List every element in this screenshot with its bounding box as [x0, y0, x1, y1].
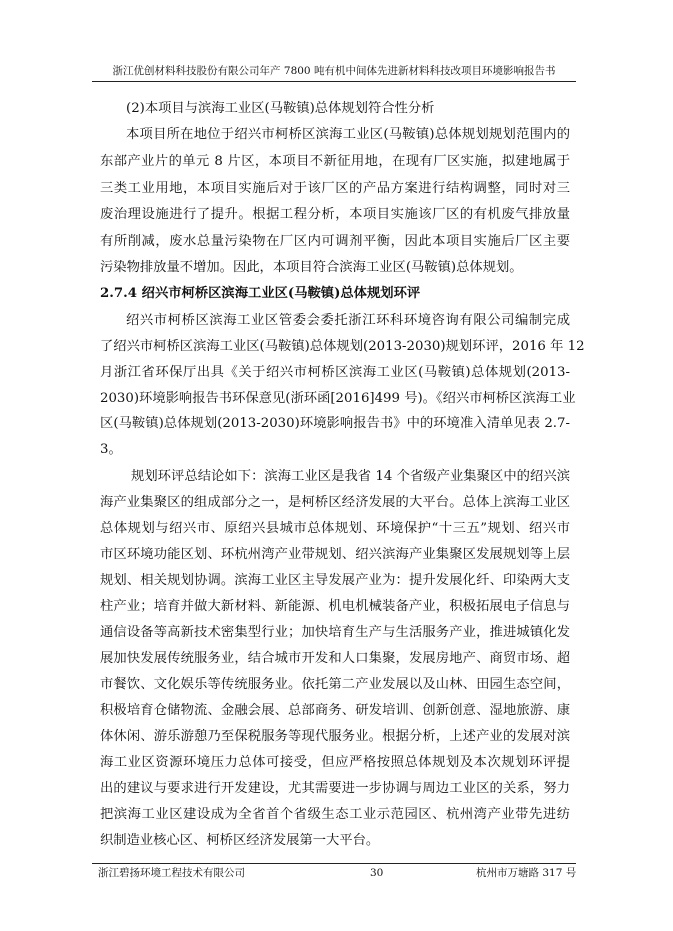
footer-address: 杭州市万塘路 317 号 — [476, 867, 577, 879]
header-rule — [92, 81, 576, 82]
paragraph-line: 市餐饮、文化娱乐等传统服务业。依托第二产业发展以及山林、田园生态空间， — [100, 677, 570, 692]
paragraph-line: 了绍兴市柯桥区滨海工业区(马鞍镇)总体规划(2013-2030)规划环评，2016 年 12 — [100, 339, 585, 354]
paragraph-line: 海产业集聚区的组成部分之一，是柯桥区经济发展的大平台。总体上滨海工业区 — [100, 495, 570, 510]
paragraph-line: 三类工业用地，本项目实施后对于该厂区的产品方案进行结构调整，同时对三 — [100, 181, 570, 196]
footer-rule — [92, 863, 576, 864]
paragraph-line: 月浙江省环保厅出具《关于绍兴市柯桥区滨海工业区(马鞍镇)总体规划(2013- — [100, 365, 570, 380]
paragraph-line: 有所削减，废水总量污染物在厂区内可调剂平衡，因此本项目实施后厂区主要 — [100, 234, 570, 249]
paragraph-line: 织制造业核心区、柯桥区经济发展第一大平台。 — [100, 833, 380, 848]
paragraph-line: 3。 — [100, 442, 122, 457]
page-number: 30 — [370, 867, 384, 879]
paragraph-line: 积极培育仓储物流、金融会展、总部商务、研发培训、创新创意、湿地旅游、康 — [100, 703, 570, 718]
page-header: 浙江优创材料科技股份有限公司年产 7800 吨有机中间体先进新材料科技改项目环境影响报告书 — [112, 65, 556, 77]
paragraph-line: 废治理设施进行了提升。根据工程分析，本项目实施该厂区的有机废气排放量 — [100, 207, 570, 222]
paragraph-line: 区(马鞍镇)总体规划(2013-2030)环境影响报告书》中的环境准入清单见表 2.7- — [100, 416, 570, 431]
paragraph-line: 污染物排放量不增加。因此，本项目符合滨海工业区(马鞍镇)总体规划。 — [100, 260, 523, 275]
paragraph-line: 规划环评总结论如下：滨海工业区是我省 14 个省级产业集聚区中的绍兴滨 — [131, 469, 570, 484]
footer-company: 浙江碧扬环境工程技术有限公司 — [98, 867, 245, 879]
paragraph-line: 规划、相关规划协调。滨海工业区主导发展产业为：提升发展化纤、印染两大支 — [100, 573, 570, 588]
paragraph-line: 东部产业片的单元 8 片区，本项目不新征用地，在现有厂区实施，拟建地属于 — [100, 154, 570, 169]
paragraph-line: 展加快发展传统服务业，结合城市开发和人口集聚，发展房地产、商贸市场、超 — [100, 651, 570, 666]
paragraph-line: 通信设备等高新技术密集型行业；加快培育生产与生活服务产业，推进城镇化发 — [100, 625, 570, 640]
paragraph-line: 2030)环境影响报告书环保意见(浙环函[2016]499 号)。《绍兴市柯桥区滨海工业 — [100, 391, 576, 406]
subsection-title: 2.7.4 绍兴市柯桥区滨海工业区(马鞍镇)总体规划环评 — [100, 286, 421, 301]
paragraph-line: 出的建议与要求进行开发建设，尤其需要进一步协调与周边工业区的关系，努力 — [100, 781, 570, 796]
paragraph-line: 把滨海工业区建设成为全省首个省级生态工业示范园区、杭州湾产业带先进纺 — [100, 807, 570, 822]
paragraph-line: 海工业区资源环境压力总体可接受，但应严格按照总体规划及本次规划环评提 — [100, 755, 570, 770]
paragraph-line: 柱产业；培育并做大新材料、新能源、机电机械装备产业，积极拓展电子信息与 — [100, 599, 570, 614]
paragraph-line: 市区环境功能区划、环杭州湾产业带规划、绍兴滨海产业集聚区发展规划等上层 — [100, 547, 570, 562]
paragraph-line: 本项目所在地位于绍兴市柯桥区滨海工业区(马鞍镇)总体规划规划范围内的 — [126, 127, 570, 142]
paragraph-line: 总体规划与绍兴市、原绍兴县城市总体规划、环境保护“十三五”规划、绍兴市 — [100, 521, 570, 536]
paragraph-line: 绍兴市柯桥区滨海工业区管委会委托浙江环科环境咨询有限公司编制完成 — [126, 313, 570, 328]
section-heading: (2)本项目与滨海工业区(马鞍镇)总体规划符合性分析 — [126, 101, 435, 116]
paragraph-line: 体休闲、游乐游憩乃至保税服务等现代服务业。根据分析，上述产业的发展对滨 — [100, 729, 570, 744]
